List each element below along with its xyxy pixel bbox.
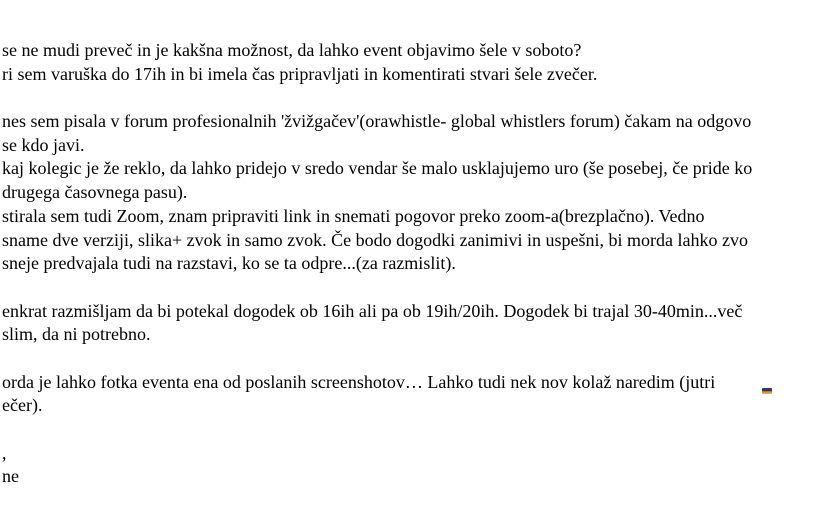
text-line-blank (2, 418, 840, 442)
text-line: ri sem varuška do 17ih in bi imela čas pripravljati in komentirati stvari šele zvečer. (2, 63, 598, 84)
text-line: drugega časovnega pasu). (2, 182, 188, 203)
document-text-block (2, 39, 840, 489)
text-line: orda je lahko fotka eventa ena od poslanih screenshotov… Lahko tudi nek nov kolaž naredim (jutri (2, 371, 716, 392)
text-line: se ne mudi preveč in je kakšna možnost, da lahko event objavimo šele v soboto? (2, 40, 582, 60)
text-line-blank (2, 347, 840, 371)
text-line: se kdo javi. (2, 134, 85, 155)
clipped-emoji-icon (762, 388, 772, 394)
text-line-signature: ne (2, 466, 19, 487)
text-line-blank (2, 276, 840, 300)
text-line: kaj kolegic je že reklo, da lahko pridejo v sredo vendar še malo usklajujemo uro (še posebej, če pride ko (2, 158, 753, 179)
text-line: stirala sem tudi Zoom, znam pripraviti link in snemati pogovor preko zoom-a(brezplačno). Vedno (2, 205, 705, 226)
text-line: enkrat razmišljam da bi potekal dogodek ob 16ih ali pa ob 19ih/20ih. Dogodek bi trajal 30-40min...več (2, 300, 743, 321)
text-line: nes sem pisala v forum profesionalnih 'žvižgačev'(orawhistle- global whistlers forum) čakam na odgovo (2, 111, 752, 132)
text-line-blank (2, 86, 840, 110)
text-line: slim, da ni potrebno. (2, 324, 151, 345)
text-line-signoff: , (2, 442, 7, 463)
text-line: sname dve verziji, slika+ zvok in samo zvok. Če bodo dogodki zanimivi in uspešni, bi morda lahko zvo (2, 229, 749, 250)
text-line: ečer). (2, 395, 43, 416)
text-line: sneje predvajala tudi na razstavi, ko se ta odpre...(za razmislit). (2, 253, 456, 274)
